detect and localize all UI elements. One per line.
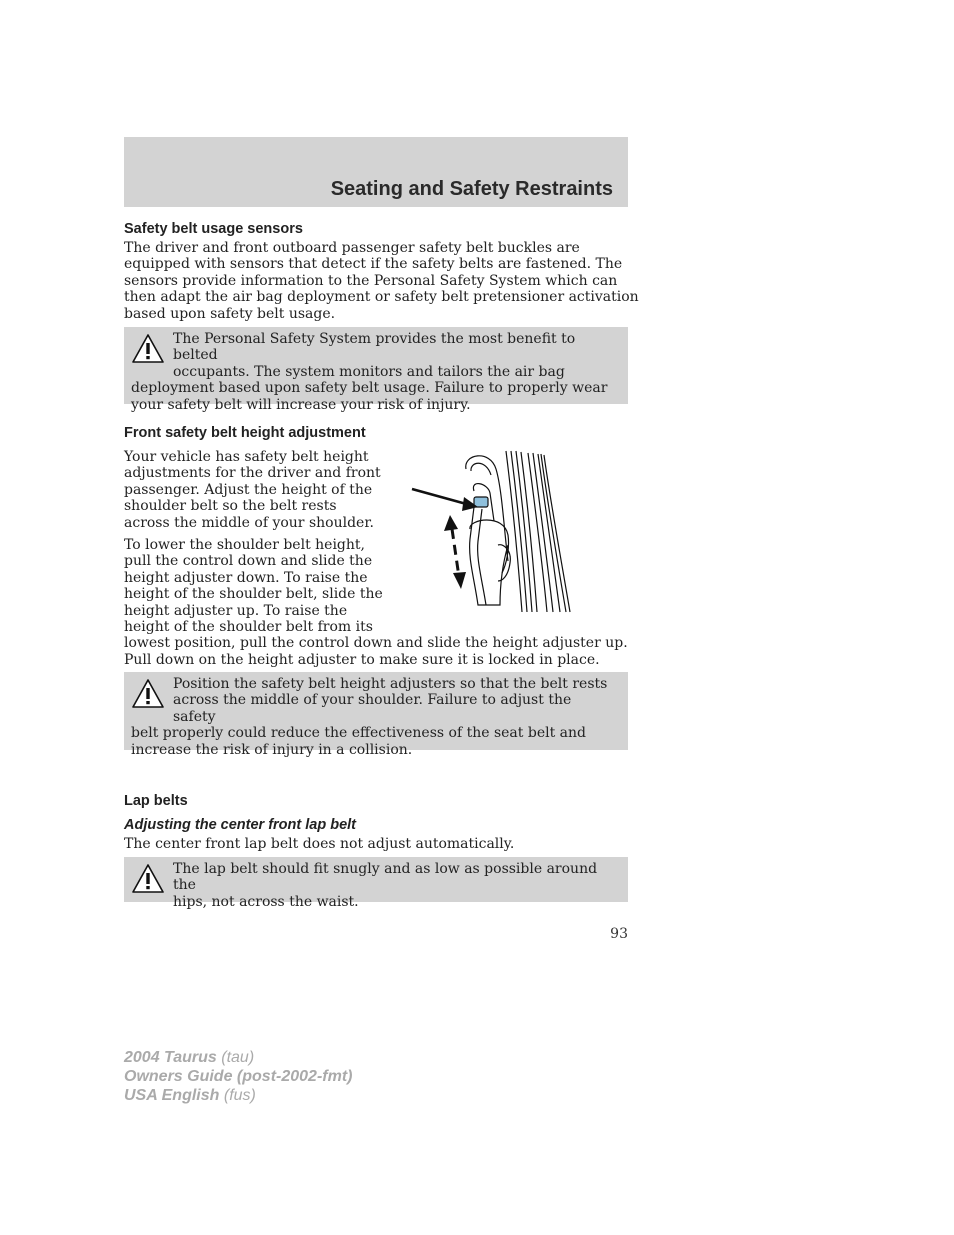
text-line: sensors provide information to the Personal Safety System which can — [124, 272, 618, 289]
text-line: The Personal Safety System provides the most benefit to belted — [173, 331, 576, 364]
text-line: The driver and front outboard passenger safety belt buckles are — [124, 240, 580, 256]
text-line: height of the shoulder belt, slide the — [124, 586, 383, 603]
text-line: The lap belt should fit snugly and as low as possible around the — [173, 861, 598, 894]
text-line: height of the shoulder belt from its — [124, 619, 373, 636]
page-number: 93 — [610, 926, 628, 942]
page-title: Seating and Safety Restraints — [330, 178, 613, 200]
section-header-band — [124, 137, 628, 207]
heading-usage-sensors: Safety belt usage sensors — [124, 221, 303, 237]
footer-language: USA English — [124, 1087, 220, 1104]
text-line: belt properly could reduce the effectiveness of the seat belt and — [131, 725, 586, 742]
text-line: height adjuster down. To raise the — [124, 569, 368, 586]
warning-box-height-adjusters — [124, 672, 628, 758]
subheading-center-lap-belt: Adjusting the center front lap belt — [124, 817, 357, 833]
text-line: lowest position, pull the control down and slide the height adjuster up. — [124, 635, 628, 652]
text-line: Your vehicle has safety belt height — [124, 449, 369, 465]
text-line: To lower the shoulder belt height, — [124, 537, 365, 553]
warning-triangle-icon — [131, 678, 165, 710]
text-line: occupants. The system monitors and tailors the air bag — [173, 363, 565, 380]
text-line: increase the risk of injury in a collision. — [131, 741, 413, 758]
warning-box-personal-safety — [124, 327, 628, 413]
text-line: Pull down on the height adjuster to make sure it is locked in place. — [124, 651, 600, 668]
paragraph-lap-belt: The center front lap belt does not adjust automatically. — [124, 836, 515, 852]
text-line: then adapt the air bag deployment or safety belt pretensioner activation — [124, 289, 639, 306]
warning-text — [131, 861, 614, 910]
warning-triangle-icon — [131, 863, 165, 895]
heading-lap-belts: Lap belts — [124, 793, 188, 809]
text-line: Position the safety belt height adjusters so that the belt rests — [173, 676, 608, 692]
text-line: across the middle of your shoulder. Failure to adjust the safety — [173, 692, 572, 725]
document-footer — [124, 1048, 352, 1105]
text-line: deployment based upon safety belt usage. Failure to properly wear — [131, 380, 608, 397]
text-line: shoulder belt so the belt rests — [124, 498, 337, 515]
shoulder-belt-height-adjuster — [408, 449, 574, 615]
paragraph-height-adjust-1 — [124, 449, 381, 531]
text-line: across the middle of your shoulder. — [124, 514, 374, 531]
text-line: pull the control down and slide the — [124, 553, 373, 570]
text-line: equipped with sensors that detect if the safety belts are fastened. The — [124, 256, 623, 273]
paragraph-usage-sensors — [124, 240, 639, 322]
warning-text — [131, 676, 614, 758]
footer-model: 2004 Taurus — [124, 1049, 217, 1066]
warning-text — [131, 331, 614, 413]
text-line: your safety belt will increase your risk of injury. — [131, 396, 471, 413]
heading-height-adjustment: Front safety belt height adjustment — [124, 425, 366, 441]
warning-triangle-icon — [131, 333, 165, 365]
text-line: height adjuster up. To raise the — [124, 602, 348, 619]
footer-guide: Owners Guide (post-2002-fmt) — [124, 1068, 353, 1085]
text-line: based upon safety belt usage. — [124, 305, 336, 322]
text-line: adjustments for the driver and front — [124, 465, 381, 482]
footer-language-code: (fus) — [223, 1087, 256, 1104]
footer-model-code: (tau) — [221, 1049, 255, 1066]
text-line: hips, not across the waist. — [173, 893, 359, 910]
text-line: passenger. Adjust the height of the — [124, 481, 373, 498]
warning-box-lap-belt — [124, 857, 628, 910]
